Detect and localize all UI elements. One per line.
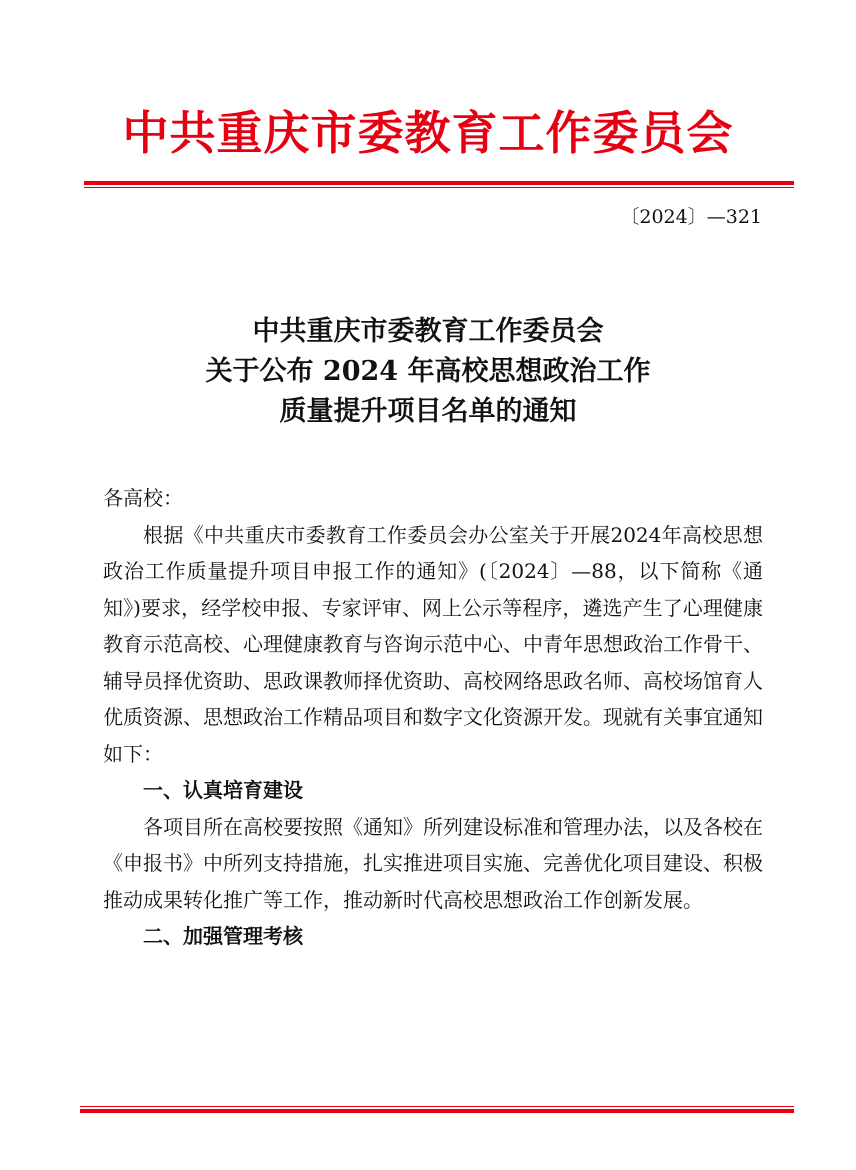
addressee: 各高校：: [103, 486, 183, 510]
section-1-paragraph: 各项目所在高校要按照《通知》所列建设标准和管理办法，以及各校在《申报书》中所列支持措施，扎实推进项目实施、完善优化项目建设、积极推动成果转化推广等工作，推动新时代高校思想政治工作创新发展。: [103, 814, 763, 912]
document-title: [0, 312, 856, 432]
letterhead-org-name: 中共重庆市委教育工作委员会: [122, 106, 734, 160]
section-1-heading: 一、认真培育建设: [143, 778, 303, 802]
document-number: 〔2024〕—321: [620, 206, 762, 228]
section-2-heading: 二、加强管理考核: [143, 924, 303, 948]
document-body: [103, 480, 763, 955]
footer-red-rule: [80, 1106, 794, 1113]
intro-paragraph: 根据《中共重庆市委教育工作委员会办公室关于开展2024年高校思想政治工作质量提升项目申报工作的通知》(〔2024〕—88，以下简称《通知》)要求，经学校申报、专家评审、网上公示等程序，遴选产生了心理健康教育示范高校、心理健康教育与咨询示范中心、中青年思想政治工作骨干、辅导员择优资助、思政课教师择优资助、高校网络思政名师、高校场馆育人优质资源、思想政治工作精品项目和数字文化资源开发。现就有关事宜通知如下：: [103, 522, 763, 766]
letterhead-red-rule: [84, 181, 794, 188]
title-line-3: 质量提升项目名单的通知: [279, 396, 577, 427]
title-line-2: 关于公布 2024 年高校思想政治工作: [205, 356, 651, 387]
title-line-1: 中共重庆市委教育工作委员会: [252, 316, 604, 347]
